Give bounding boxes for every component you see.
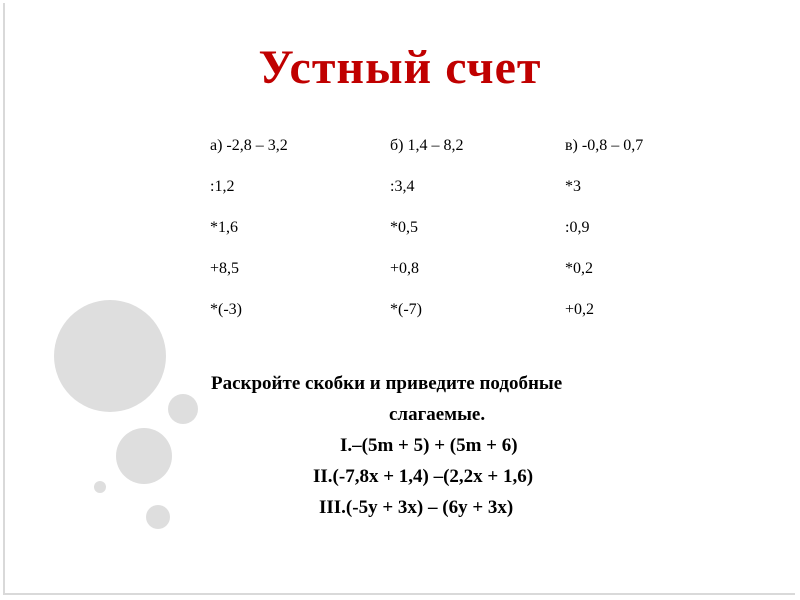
task-problem-3: III.(-5y + 3x) – (6y + 3x) (319, 497, 514, 518)
decorative-circle-small (146, 505, 170, 529)
exercise-a-step: *1,6 (210, 219, 238, 236)
decorative-circle-tiny (94, 481, 106, 493)
exercise-v-step: *0,2 (565, 260, 593, 277)
exercise-b-start: б) 1,4 – 8,2 (390, 137, 464, 154)
exercise-a-step: :1,2 (210, 178, 235, 195)
exercise-v-step: +0,2 (565, 301, 595, 318)
task-problem-1: I.–(5m + 5) + (5m + 6) (340, 435, 518, 456)
simplify-task (180, 368, 740, 523)
exercise-a-start: а) -2,8 – 3,2 (210, 137, 288, 154)
exercise-v-step: *3 (565, 178, 581, 195)
task-instruction-continued: слагаемые. (389, 404, 486, 425)
exercise-v-start: в) -0,8 – 0,7 (565, 137, 644, 154)
mental-math-grid (210, 138, 730, 343)
decorative-circle-medium (116, 428, 172, 484)
exercise-b-step: +0,8 (390, 260, 420, 277)
exercise-v-step: :0,9 (565, 219, 590, 236)
task-problem-2: II.(-7,8x + 1,4) –(2,2x + 1,6) (313, 466, 534, 487)
exercise-b-step: *0,5 (390, 219, 418, 236)
exercise-a-step: +8,5 (210, 260, 240, 277)
exercise-b-step: :3,4 (390, 178, 415, 195)
exercise-a-step: *(-3) (210, 301, 242, 318)
exercise-b-step: *(-7) (390, 301, 422, 318)
page-title: Устный счет (258, 41, 542, 94)
task-instruction: Раскройте скобки и приведите подобные (211, 373, 563, 394)
decorative-circle-large (54, 300, 166, 412)
